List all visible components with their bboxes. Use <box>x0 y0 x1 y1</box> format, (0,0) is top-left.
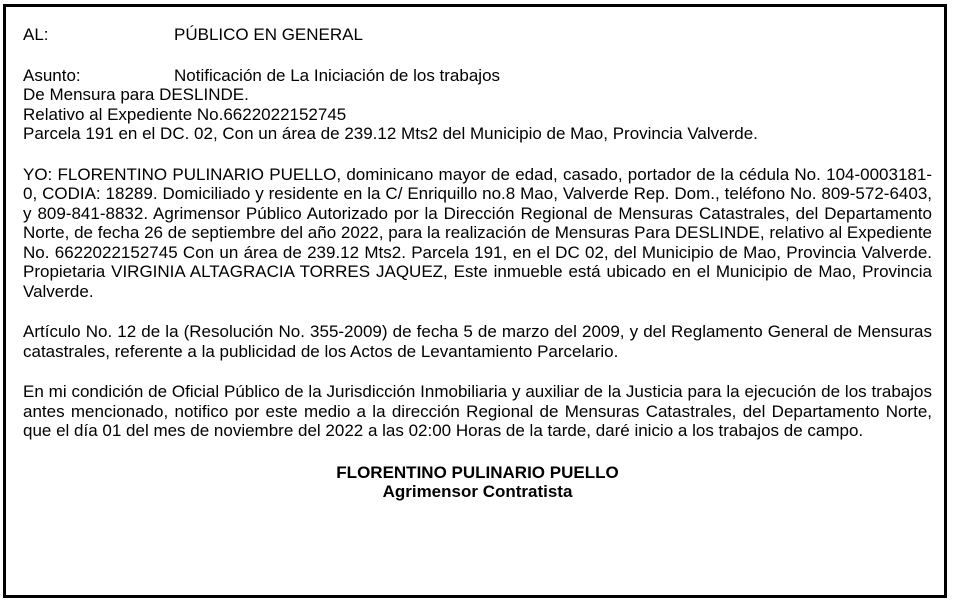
signature-name: FLORENTINO PULINARIO PUELLO <box>336 462 619 482</box>
notice-frame <box>3 4 947 598</box>
subject-label: Asunto: <box>23 65 81 85</box>
subject-line-file: Relativo al Expediente No.6622022152745 <box>23 104 347 124</box>
subject-row <box>23 66 932 86</box>
addressee-row <box>23 25 932 45</box>
signature-block <box>23 463 932 502</box>
body-paragraph-notification: En mi condición de Oficial Público de la Jurisdicción Inmobiliaria y auxiliar de la Justicia para la ejecución de los trabajos antes mencionado, notifico por este medio a la dirección Regional de Mensuras Catastrales, del Departamento Norte, que el día 01 del mes de noviembre del 2022 a las 02:00 Horas de la tarde, daré inicio a los trabajos de campo. <box>23 382 932 440</box>
body-paragraph-article: Artículo No. 12 de la (Resolución No. 355-2009) de fecha 5 de marzo del 2009, y del Reglamento General de Mensuras catastrales, referente a la publicidad de los Actos de Levantamiento Parcelario. <box>23 322 932 361</box>
notice-content <box>23 25 932 502</box>
subject-line-survey: De Mensura para DESLINDE. <box>23 85 249 104</box>
addressee-label: AL: <box>23 25 49 44</box>
subject-line-parcel: Parcela 191 en el DC. 02, Con un área de 239.12 Mts2 del Municipio de Mao, Provincia Valverde. <box>23 124 758 143</box>
addressee-value: PÚBLICO EN GENERAL <box>174 25 363 44</box>
signature-title: Agrimensor Contratista <box>382 482 573 501</box>
subject-block <box>23 66 932 144</box>
body-paragraph-declaration: YO: FLORENTINO PULINARIO PUELLO, dominicano mayor de edad, casado, portador de la cédula No. 104-0003181-0, CODIA: 18289. Domiciliado y residente en la C/ Enriquillo no.8 Mao, Valverde Rep. Dom., teléfono No. 809-572-6403, y 809-841-8832. Agrimensor Público Autorizado por la Dirección Regional de Mensuras Catastrales, del Departamento Norte, de fecha 26 de septiembre del año 2022, para la realización de Mensuras Para DESLINDE, relativo al Expediente No. 6622022152745 Con un área de 239.12 Mts2. Parcela 191, en el DC 02, del Municipio de Mao, Provincia Valverde. Propietaria VIRGINIA ALTAGRACIA TORRES JAQUEZ, Este inmueble está ubicado en el Municipio de Mao, Provincia Valverde. <box>23 164 932 301</box>
subject-value: Notificación de La Iniciación de los trabajos <box>174 65 501 85</box>
